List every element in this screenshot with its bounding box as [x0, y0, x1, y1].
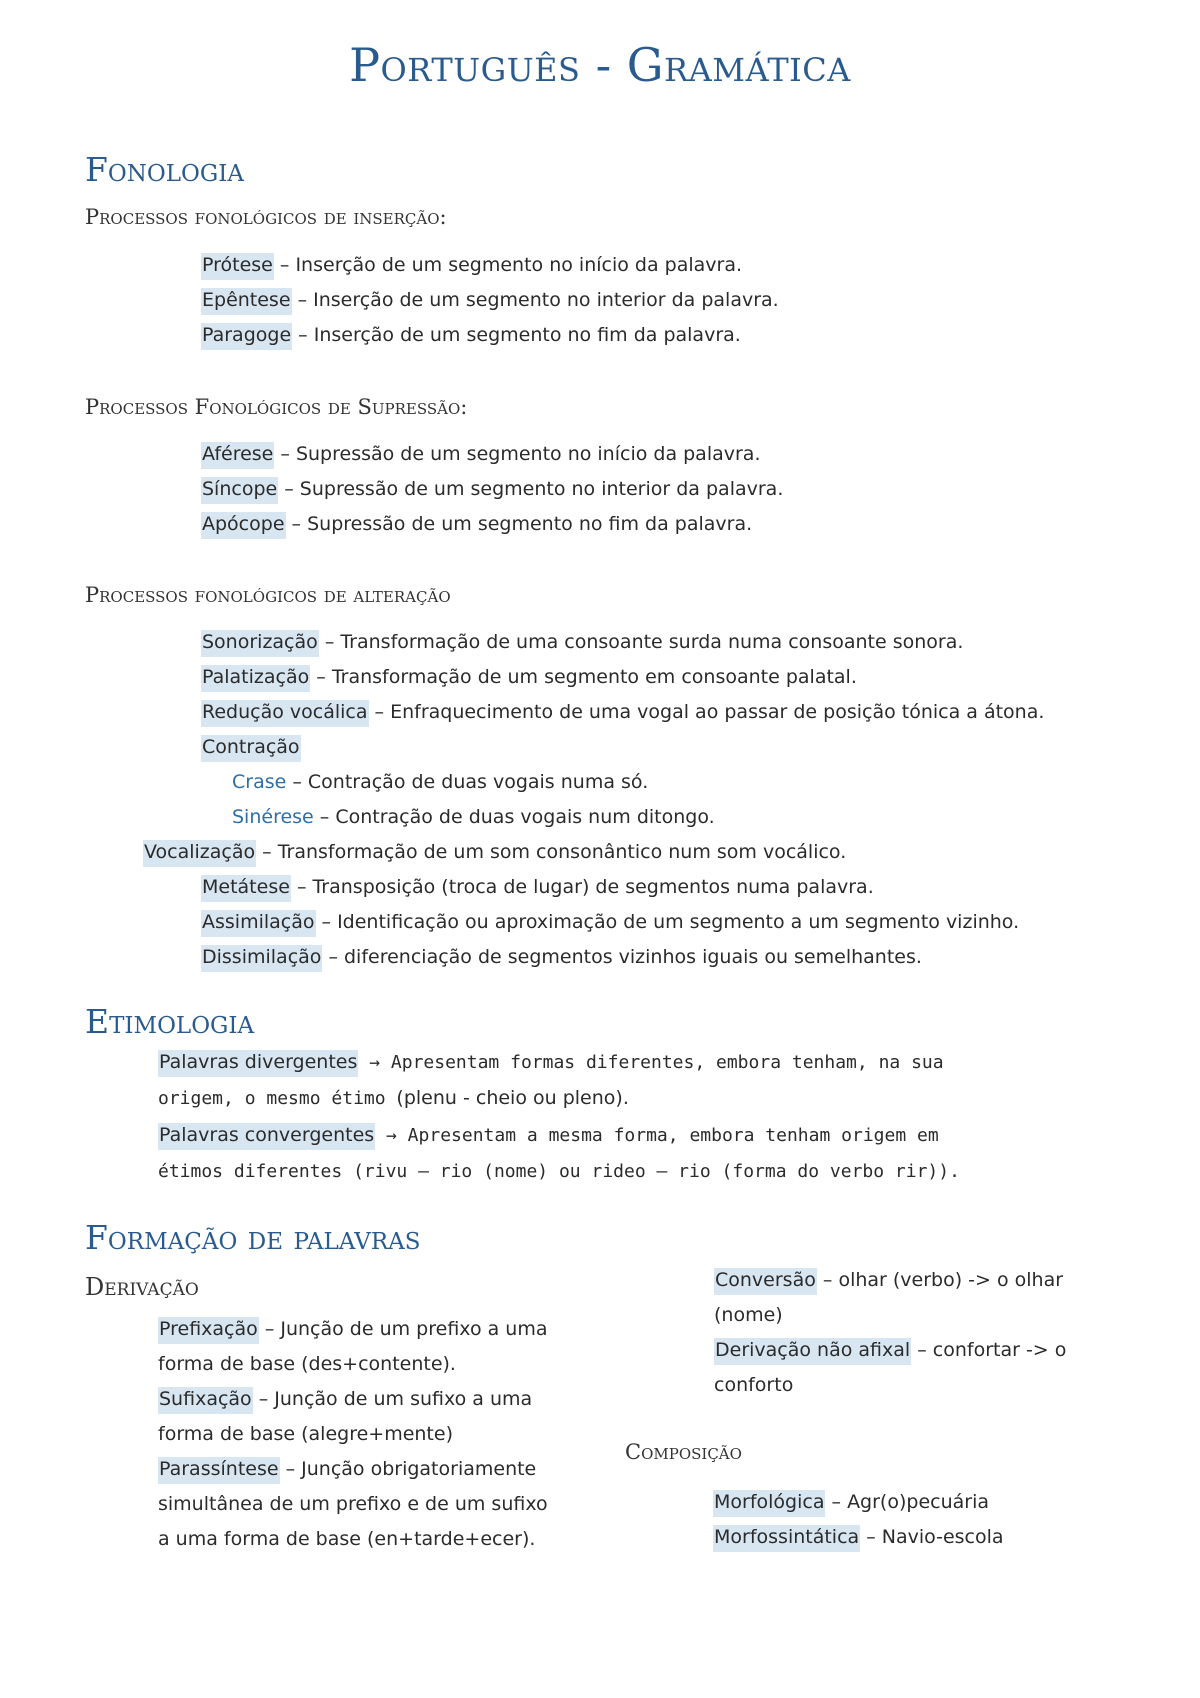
list-item: Redução vocálica – Enfraquecimento de uma vogal ao passar de posição tónica a átona.: [201, 695, 1044, 729]
term-palavras-convergentes: Palavras convergentes: [158, 1123, 375, 1150]
list-item: Morfológica – Agr(o)pecuária: [713, 1485, 1004, 1520]
list-item: Vocalização – Transformação de um som consonântico num som vocálico.: [143, 835, 846, 869]
list-item: Prefixação – Junção de um prefixo a uma: [158, 1312, 548, 1347]
list-item: Crase – Contração de duas vogais numa só.: [232, 771, 649, 793]
term-reducao-vocalica: Redução vocálica: [201, 700, 369, 727]
term-derivacao-nao-afixal: Derivação não afixal: [714, 1338, 911, 1365]
list-item: Sufixação – Junção de um sufixo a uma: [158, 1382, 548, 1417]
list-item-cont: simultânea de um prefixo e de um sufixo: [158, 1493, 548, 1515]
heading-insercao: Processos fonológicos de inserção:: [85, 205, 447, 229]
term-conversao: Conversão: [714, 1268, 817, 1295]
term-prefixacao: Prefixação: [158, 1317, 259, 1344]
list-item: Derivação não afixal – confortar -> o: [714, 1333, 1066, 1368]
list-item-cont: a uma forma de base (en+tarde+ecer).: [158, 1528, 536, 1550]
term-crase: Crase: [232, 771, 287, 793]
list-item: Conversão – olhar (verbo) -> o olhar: [714, 1263, 1066, 1298]
etimologia-convergentes: Palavras convergentes → Apresentam a mesma forma, embora tenham origem em: [158, 1118, 939, 1153]
term-apocope: Apócope: [201, 512, 286, 539]
heading-composicao: Composição: [625, 1440, 742, 1464]
term-protese: Prótese: [201, 253, 274, 280]
list-item: Aférese – Supressão de um segmento no início da palavra.: [201, 437, 761, 471]
term-sonorizacao: Sonorização: [201, 630, 319, 657]
etimologia-divergentes-cont: origem, o mesmo étimo (plenu - cheio ou pleno).: [158, 1087, 629, 1109]
term-metatese: Metátese: [201, 875, 291, 902]
term-dissimilacao: Dissimilação: [201, 945, 322, 972]
term-palavras-divergentes: Palavras divergentes: [158, 1050, 358, 1077]
heading-fonologia: Fonologia: [85, 150, 244, 189]
term-sinerese: Sinérese: [232, 806, 314, 828]
conversao-list: [714, 1263, 1066, 1403]
heading-derivacao: Derivação: [85, 1273, 199, 1301]
list-item: Apócope – Supressão de um segmento no fim da palavra.: [201, 507, 752, 541]
term-epentese: Epêntese: [201, 288, 292, 315]
list-item: Epêntese – Inserção de um segmento no interior da palavra.: [201, 283, 779, 317]
list-item: Morfossintática – Navio-escola: [713, 1520, 1004, 1555]
etimologia-divergentes: Palavras divergentes → Apresentam formas diferentes, embora tenham, na sua: [158, 1045, 944, 1080]
list-item: Assimilação – Identificação ou aproximação de um segmento a um segmento vizinho.: [201, 905, 1019, 939]
page-title: Português - Gramática: [349, 38, 851, 92]
list-item: Sonorização – Transformação de uma consoante surda numa consoante sonora.: [201, 625, 963, 659]
list-item-cont: conforto: [714, 1374, 794, 1396]
list-item: Prótese – Inserção de um segmento no início da palavra.: [201, 248, 742, 282]
list-item: Sinérese – Contração de duas vogais num ditongo.: [232, 806, 715, 828]
term-assimilacao: Assimilação: [201, 910, 316, 937]
list-item-cont: forma de base (alegre+mente): [158, 1423, 453, 1445]
list-item: Palatização – Transformação de um segmento em consoante palatal.: [201, 660, 857, 694]
term-contracao: Contração: [201, 735, 301, 762]
list-item: [201, 730, 301, 764]
heading-supressao: Processos Fonológicos de Supressão:: [85, 395, 468, 419]
term-morfologica: Morfológica: [713, 1490, 825, 1517]
term-sincope: Síncope: [201, 477, 278, 504]
heading-etimologia: Etimologia: [85, 1002, 255, 1041]
list-item-cont: (nome): [714, 1304, 783, 1326]
list-item: Dissimilação – diferenciação de segmentos vizinhos iguais ou semelhantes.: [201, 940, 922, 974]
list-item: Parassíntese – Junção obrigatoriamente: [158, 1452, 548, 1487]
list-item: Síncope – Supressão de um segmento no interior da palavra.: [201, 472, 783, 506]
term-vocalizacao: Vocalização: [143, 840, 256, 867]
heading-alteracao: Processos fonológicos de alteração: [85, 583, 451, 607]
list-item: Paragoge – Inserção de um segmento no fim da palavra.: [201, 318, 741, 352]
heading-formacao: Formação de palavras: [85, 1218, 421, 1257]
composicao-list: [713, 1485, 1004, 1555]
derivacao-list: [158, 1312, 548, 1557]
term-aferese: Aférese: [201, 442, 274, 469]
term-parassintese: Parassíntese: [158, 1457, 280, 1484]
term-morfossintatica: Morfossintática: [713, 1525, 860, 1552]
term-paragoge: Paragoge: [201, 323, 292, 350]
term-sufixacao: Sufixação: [158, 1387, 253, 1414]
term-palatizacao: Palatização: [201, 665, 310, 692]
etimologia-convergentes-cont: étimos diferentes (rivu – rio (nome) ou rideo – rio (forma do verbo rir)).: [158, 1161, 960, 1182]
list-item-cont: forma de base (des+contente).: [158, 1353, 456, 1375]
list-item: Metátese – Transposição (troca de lugar) de segmentos numa palavra.: [201, 870, 874, 904]
